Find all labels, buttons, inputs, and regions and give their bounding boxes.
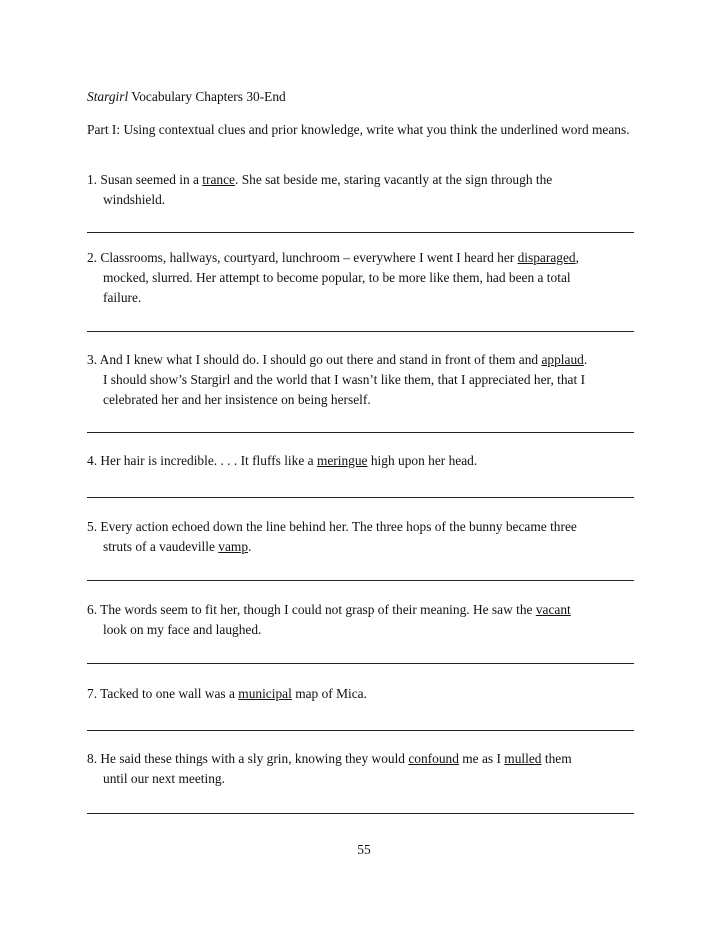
- question-5-line-2: struts of a vaudeville vamp.: [103, 539, 252, 554]
- worksheet-title: [87, 87, 286, 107]
- answer-line-2[interactable]: [87, 331, 634, 332]
- question-8-line-2: until our next meeting.: [103, 771, 225, 786]
- question-6: [87, 600, 647, 640]
- question-2-line-2: mocked, slurred. Her attempt to become popular, to be more like them, had been a total: [103, 270, 571, 285]
- question-2-line-3: failure.: [103, 290, 142, 305]
- question-3-line-3: celebrated her and her insistence on being herself.: [103, 392, 371, 407]
- question-5-line-1: 5. Every action echoed down the line behind her. The three hops of the bunny became three: [87, 519, 577, 534]
- vocab-word-confound: confound: [408, 751, 459, 766]
- vocab-word-mulled: mulled: [504, 751, 542, 766]
- answer-line-6[interactable]: [87, 663, 634, 664]
- page-number: 55: [357, 842, 371, 857]
- answer-line-1[interactable]: [87, 232, 634, 233]
- question-1-line-1: 1. Susan seemed in a trance. She sat beside me, staring vacantly at the sign through the: [87, 172, 553, 187]
- answer-line-4[interactable]: [87, 497, 634, 498]
- answer-line-3[interactable]: [87, 432, 634, 433]
- vocab-word-disparaged: disparaged: [517, 250, 576, 265]
- answer-line-7[interactable]: [87, 730, 634, 731]
- question-3-line-1: 3. And I knew what I should do. I should go out there and stand in front of them and applaud.: [87, 352, 588, 367]
- question-7: [87, 684, 647, 704]
- instructions: Part I: Using contextual clues and prior knowledge, write what you think the underlined word means.: [87, 122, 630, 137]
- vocab-word-meringue: meringue: [316, 453, 368, 468]
- vocab-word-municipal: municipal: [238, 686, 292, 701]
- vocab-word-applaud: applaud: [541, 352, 584, 367]
- title-rest: Vocabulary Chapters 30-End: [128, 89, 286, 104]
- question-3-line-2: I should show’s Stargirl and the world that I wasn’t like them, that I appreciated her, that I: [103, 372, 586, 387]
- question-8-line-1: 8. He said these things with a sly grin, knowing they would confound me as I mulled them: [87, 751, 572, 766]
- question-1-line-2: windshield.: [103, 192, 166, 207]
- question-8: [87, 749, 647, 789]
- question-3: [87, 350, 647, 410]
- vocab-word-vamp: vamp: [218, 539, 249, 554]
- question-2: [87, 248, 647, 308]
- question-4: [87, 451, 647, 471]
- question-4-line-1: 4. Her hair is incredible. . . . It fluffs like a meringue high upon her head.: [87, 453, 478, 468]
- answer-line-8[interactable]: [87, 813, 634, 814]
- question-2-line-1: 2. Classrooms, hallways, courtyard, lunchroom – everywhere I went I heard her disparaged,: [87, 250, 579, 265]
- book-title: Stargirl: [87, 89, 129, 104]
- question-5: [87, 517, 647, 557]
- question-6-line-2: look on my face and laughed.: [103, 622, 262, 637]
- question-7-line-1: 7. Tacked to one wall was a municipal map of Mica.: [87, 686, 367, 701]
- vocab-word-trance: trance: [202, 172, 236, 187]
- question-1: [87, 170, 647, 210]
- answer-line-5[interactable]: [87, 580, 634, 581]
- question-6-line-1: 6. The words seem to fit her, though I could not grasp of their meaning. He saw the vacant: [87, 602, 571, 617]
- vocab-word-vacant: vacant: [535, 602, 571, 617]
